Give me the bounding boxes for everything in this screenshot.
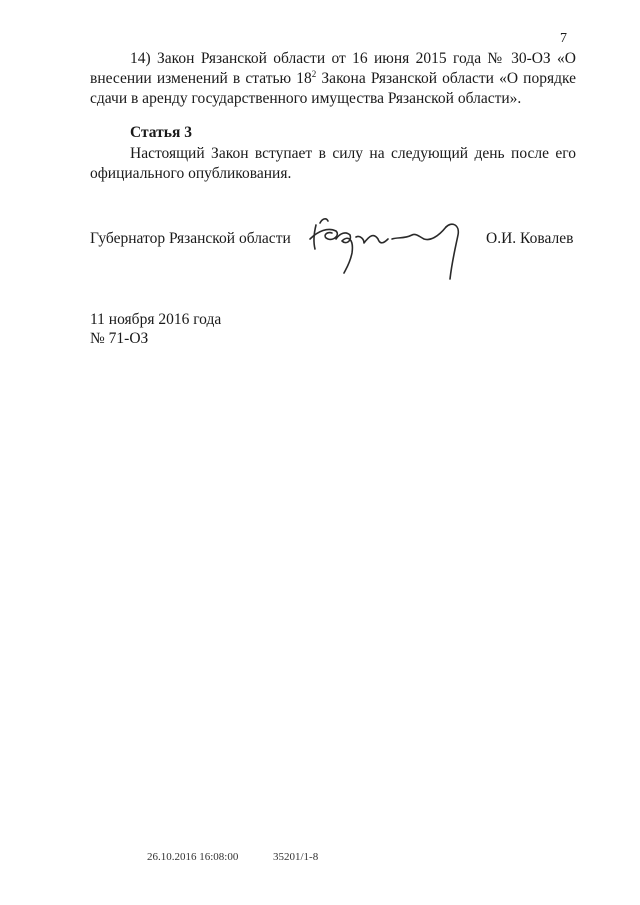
- signer-position: Губернатор Рязанской области: [90, 230, 291, 247]
- article-3-line-2: официального опубликования.: [90, 165, 292, 182]
- footer-timestamp: 26.10.2016 16:08:00: [147, 851, 239, 863]
- law-date: 11 ноября 2016 года: [90, 311, 222, 328]
- signature-image: [300, 205, 475, 285]
- article-3-line-1: Настоящий Закон вступает в силу на следующий день после его: [130, 145, 576, 162]
- article-3-heading: Статья 3: [130, 124, 192, 141]
- footer-doc-code: 35201/1-8: [273, 851, 319, 863]
- law-number: № 71-ОЗ: [90, 330, 149, 347]
- item-14-line-2-b: Закона Рязанской области «О порядке: [316, 70, 576, 87]
- item-14: [90, 49, 576, 109]
- item-14-line-1: 14) Закон Рязанской области от 16 июня 2015 года № 30-ОЗ «О: [130, 50, 576, 67]
- item-14-line-2: [90, 69, 576, 89]
- item-14-line-2-a: внесении изменений в статью 18: [90, 70, 312, 87]
- page-number: 7: [560, 31, 567, 46]
- item-14-line-3: сдачи в аренду государственного имущества Рязанской области».: [90, 90, 522, 107]
- law-signature-details: [90, 310, 221, 348]
- article-3-body: [90, 144, 576, 184]
- item-14-superscript: 2: [311, 69, 317, 79]
- signer-name: О.И. Ковалев: [486, 230, 574, 247]
